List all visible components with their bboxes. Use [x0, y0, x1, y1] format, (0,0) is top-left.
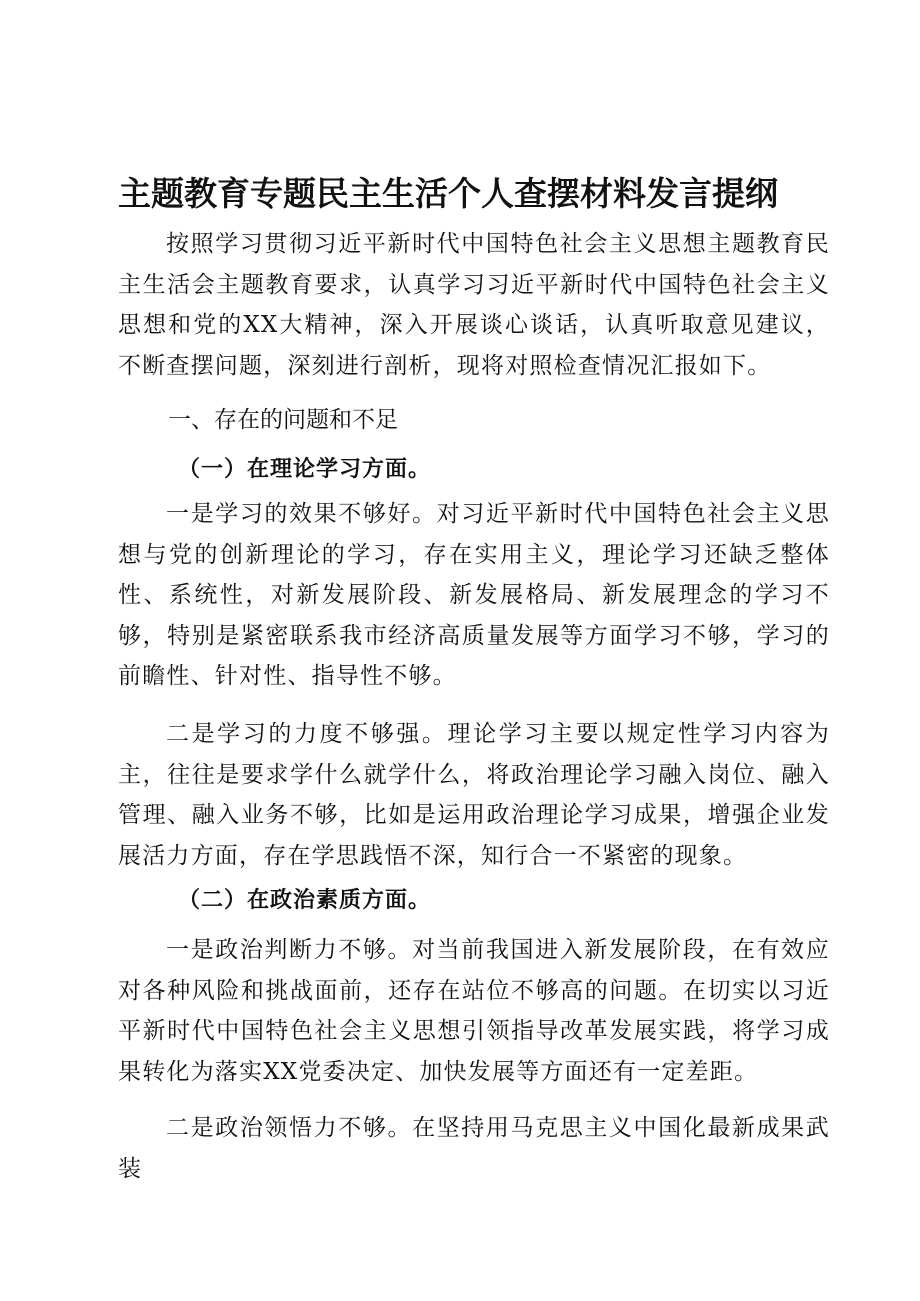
section-heading-problems: 一、存在的问题和不足 [168, 407, 398, 433]
paragraph-study-intensity: 二是学习的力度不够强。理论学习主要以规定性学习内容为主，往往是要求学什么就学什么，将政治理论学习融入岗位、融入管理、融入业务不够，比如是运用政治理论学习成果，增强企业发展活力方面，存在学思践悟不深，知行合一不紧密的现象。 [118, 721, 830, 869]
subsection-heading-political-quality: （二）在政治素质方面。 [178, 887, 432, 913]
paragraph-political-comprehension: 二是政治领悟力不够。在坚持用马克思主义中国化最新成果武装 [118, 1115, 830, 1182]
subsection-heading-theory-study: （一）在理论学习方面。 [178, 456, 432, 482]
paragraph-political-judgment: 一是政治判断力不够。对当前我国进入新发展阶段，在有效应对各种风险和挑战面前，还存在站位不够高的问题。在切实以习近平新时代中国特色社会主义思想引领指导改革发展实践，将学习成果转化为落实XX党委决定、加快发展等方面还有一定差距。 [118, 937, 830, 1085]
paragraph-study-effect: 一是学习的效果不够好。对习近平新时代中国特色社会主义思想与党的创新理论的学习，存在实用主义，理论学习还缺乏整体性、系统性，对新发展阶段、新发展格局、新发展理念的学习不够，特别是紧密联系我市经济高质量发展等方面学习不够，学习的前瞻性、针对性、指导性不够。 [118, 501, 830, 689]
document-title: 主题教育专题民主生活个人查摆材料发言提纲 [118, 174, 778, 213]
intro-paragraph: 按照学习贯彻习近平新时代中国特色社会主义思想主题教育民主生活会主题教育要求，认真学习习近平新时代中国特色社会主义思想和党的XX大精神，深入开展谈心谈话，认真听取意见建议，不断查摆问题，深刻进行剖析，现将对照检查情况汇报如下。 [118, 231, 830, 379]
